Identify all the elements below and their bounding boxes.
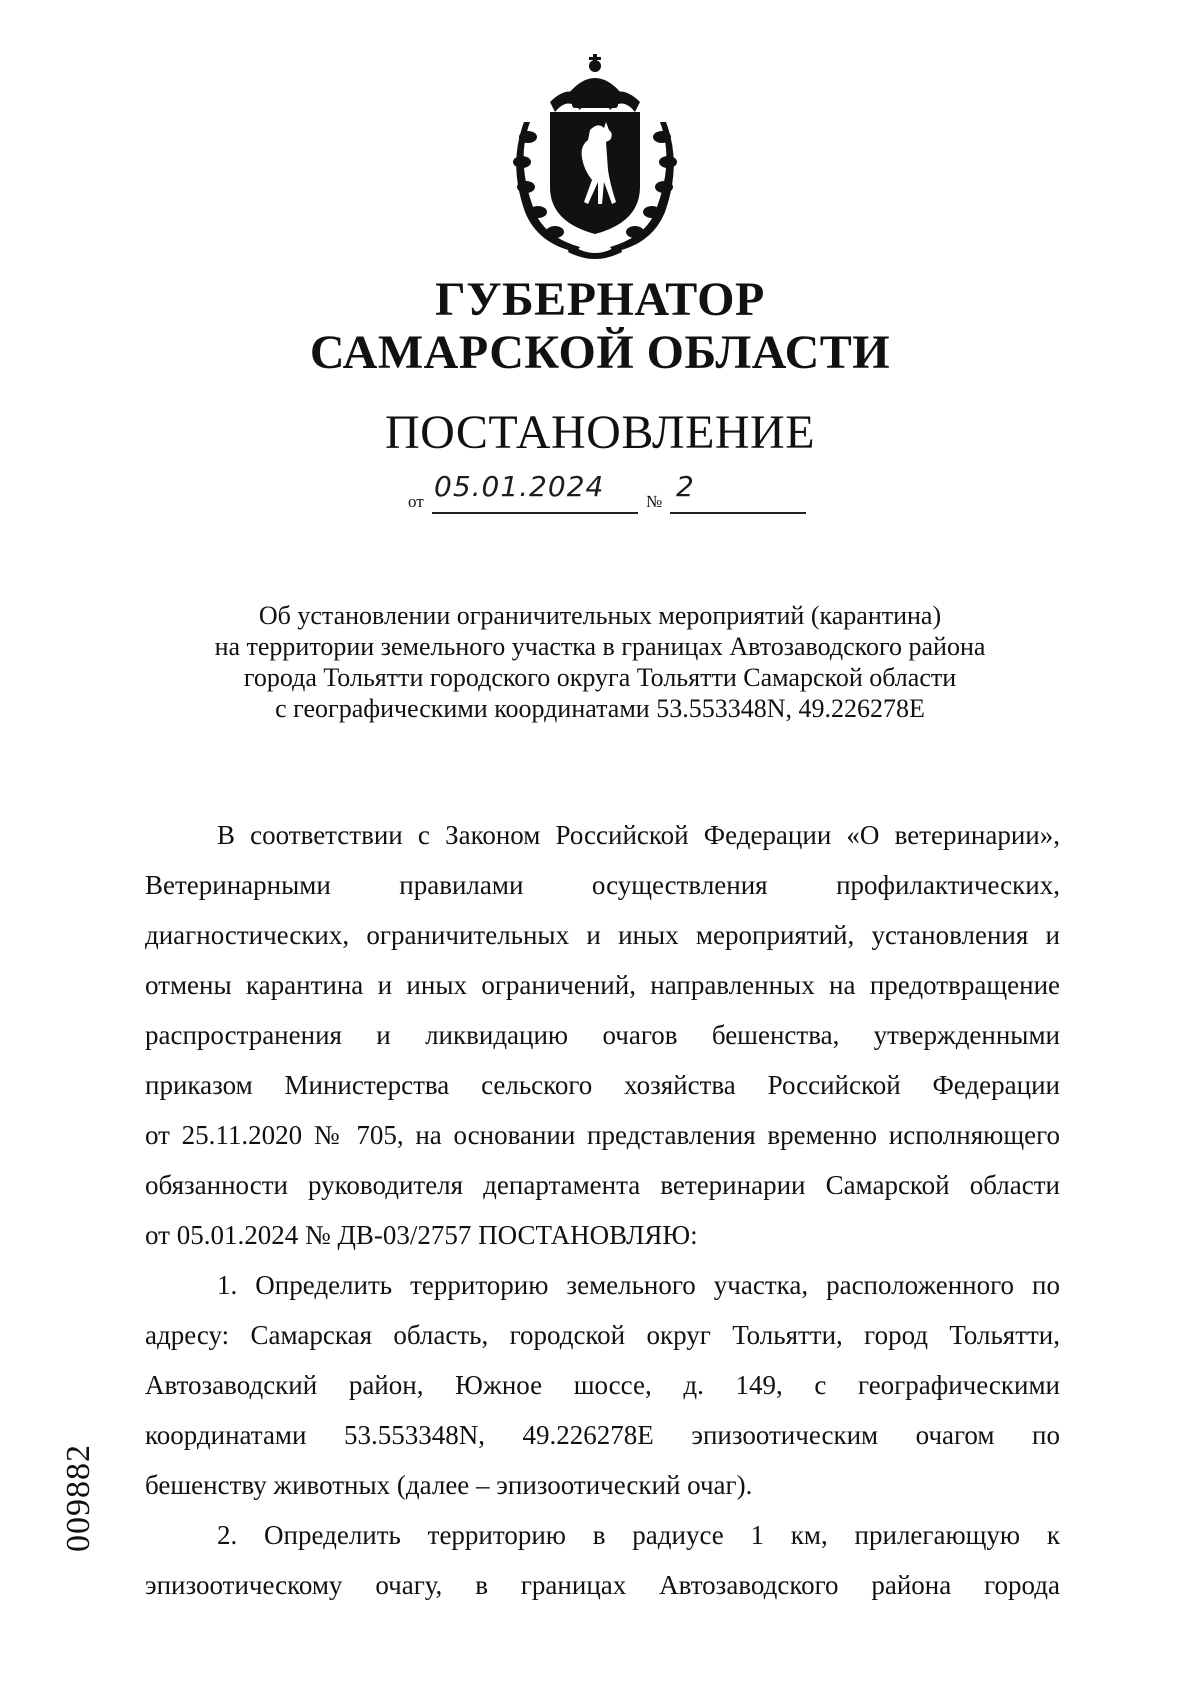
body-line: отмены карантина и иных ограничений, направленных на предотвращение [145,970,1060,1000]
subject-line: на территории земельного участка в границах Автозаводского района [214,632,986,661]
date-value: 05.01.2024 [434,470,605,503]
number-underline [670,512,806,514]
body-line: приказом Министерства сельского хозяйства Российской Федерации [145,1070,1060,1100]
body-line: распространения и ликвидацию очагов бешенства, утвержденными [145,1020,1060,1050]
date-underline [432,512,638,514]
coat-of-arms-icon [510,52,680,262]
body-line: от 05.01.2024 № ДВ-03/2757 ПОСТАНОВЛЯЮ: [145,1220,698,1250]
body-line: 1. Определить территорию земельного участка, расположенного по [217,1270,1060,1300]
issuer-title-line1: ГУБЕРНАТОР [435,273,765,326]
registration-line [408,470,808,514]
body-line: 2. Определить территорию в радиусе 1 км, прилегающую к [217,1520,1060,1550]
number-value: 2 [676,470,695,503]
subject-line: города Тольятти городского округа Тольятти Самарской области [243,663,957,692]
document-type: ПОСТАНОВЛЕНИЕ [384,406,816,459]
body-line: бешенству животных (далее – эпизоотический очаг). [145,1470,753,1500]
body-line: диагностических, ограничительных и иных мероприятий, установления и [145,920,1060,950]
issuer-title-line2: САМАРСКОЙ ОБЛАСТИ [309,326,891,379]
number-label: № [646,492,663,511]
document-subject [150,600,1050,724]
document-body [145,810,1060,1610]
side-serial-number: 009882 [60,1444,97,1552]
subject-line: с географическими координатами 53.553348N, 49.226278E [275,694,925,723]
body-line: координатами 53.553348N, 49.226278E эпизоотическим очагом по [145,1420,1060,1450]
body-line: Ветеринарными правилами осуществления профилактических, [145,870,1060,900]
body-line: обязанности руководителя департамента ветеринарии Самарской области [145,1170,1060,1200]
subject-line: Об установлении ограничительных мероприятий (карантина) [258,601,942,630]
body-line: В соответствии с Законом Российской Федерации «О ветеринарии», [217,820,1060,850]
body-line: эпизоотическому очагу, в границах Автозаводского района города [145,1570,1060,1600]
body-line: Автозаводский район, Южное шоссе, д. 149, с географическими [145,1370,1060,1400]
date-label: от [408,492,424,511]
body-line: адресу: Самарская область, городской округ Тольятти, город Тольятти, [145,1320,1060,1350]
body-line: от 25.11.2020 № 705, на основании представления временно исполняющего [145,1120,1060,1150]
